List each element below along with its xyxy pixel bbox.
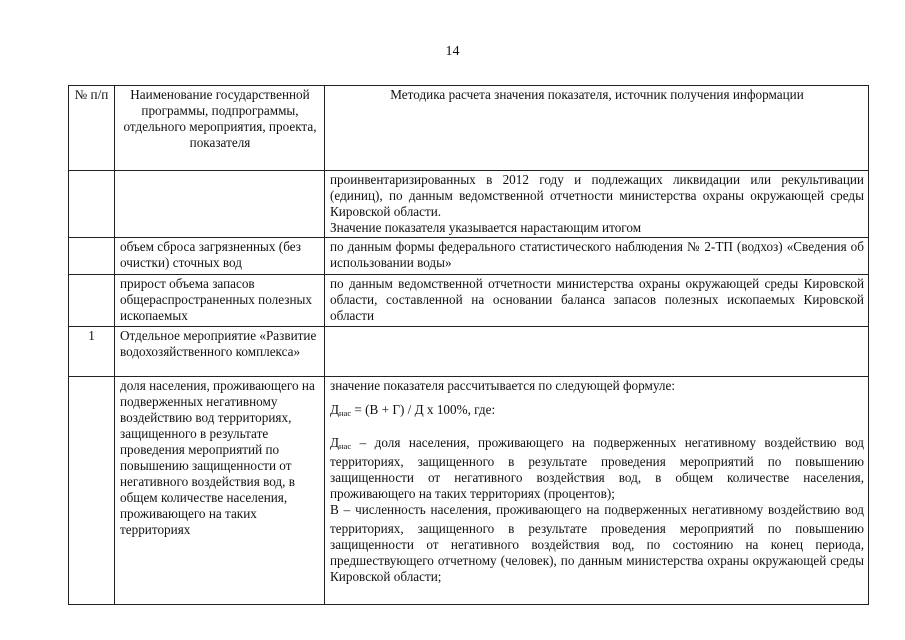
table-row bbox=[69, 377, 869, 605]
formula bbox=[330, 402, 864, 421]
indicator-table bbox=[68, 85, 869, 605]
row-number bbox=[69, 275, 115, 327]
row-name: доля населения, проживающего на подверженных негативному воздействию вод территориях, защищенного в результате проведения мероприятий по повышению защищенности от негативного воздействия вод, в общем количестве населения, проживающего на таких территориях bbox=[115, 377, 325, 605]
definition-subscript: нас bbox=[339, 441, 352, 451]
method-text: по данным формы федерального статистического наблюдения № 2-ТП (водхоз) «Сведения об использовании воды» bbox=[330, 239, 864, 270]
formula-subscript: нас bbox=[339, 408, 352, 418]
definition bbox=[330, 435, 864, 502]
method-text: по данным ведомственной отчетности министерства охраны окружающей среды Кировской области, составленной на основании баланса запасов полезных ископаемых Кировской области bbox=[330, 276, 864, 323]
definition-text: – численность населения, проживающего на подверженных негативному воздействию вод территориях, защищенного в результате проведения мероприятий по повышению защищенности от негативного воздействия вод, по состоянию на конец периода, предшествующего отчетному (человек), по данным министерства охраны окружающей среды Кировской области; bbox=[330, 502, 864, 584]
table-row bbox=[69, 238, 869, 275]
method-text: проинвентаризированных в 2012 году и подлежащих ликвидации или рекультивации (единиц), по данным ведомственной отчетности министерства охраны окружающей среды Кировской области. bbox=[330, 172, 864, 219]
table-row bbox=[69, 171, 869, 238]
definition-text: – доля населения, проживающего на подверженных негативному воздействию вод территориях, защищенного в результате проведения мероприятий по повышению защищенности от негативного воздействия вод, в общем количестве населения, проживающего на таких территориях (процентов); bbox=[330, 435, 864, 501]
method-intro: значение показателя рассчитывается по следующей формуле: bbox=[330, 378, 676, 393]
row-method bbox=[325, 275, 869, 327]
formula-symbol: Д bbox=[330, 402, 339, 417]
table-row bbox=[69, 275, 869, 327]
definition-symbol: В bbox=[330, 502, 339, 517]
header-number: № п/п bbox=[69, 86, 115, 171]
page-number: 14 bbox=[445, 44, 460, 59]
formula-expression: = (В + Г) / Д х 100%, где: bbox=[354, 402, 496, 417]
method-text: Значение показателя указывается нарастающим итогом bbox=[330, 220, 642, 235]
row-name: объем сброса загрязненных (без очистки) сточных вод bbox=[115, 238, 325, 275]
row-number: 1 bbox=[69, 327, 115, 377]
row-method bbox=[325, 327, 869, 377]
row-name: прирост объема запасов общераспространенных полезных ископаемых bbox=[115, 275, 325, 327]
table-row bbox=[69, 327, 869, 377]
definition bbox=[330, 502, 864, 585]
row-name bbox=[115, 171, 325, 238]
header-name: Наименование государственной программы, подпрограммы, отдельного мероприятия, проекта, показателя bbox=[115, 86, 325, 171]
row-number bbox=[69, 377, 115, 605]
row-name: Отдельное мероприятие «Развитие водохозяйственного комплекса» bbox=[115, 327, 325, 377]
row-number bbox=[69, 171, 115, 238]
row-number bbox=[69, 238, 115, 275]
row-method bbox=[325, 171, 869, 238]
table-header-row bbox=[69, 86, 869, 171]
definition-symbol: Д bbox=[330, 435, 339, 450]
header-method: Методика расчета значения показателя, источник получения информации bbox=[325, 86, 869, 171]
row-method bbox=[325, 377, 869, 605]
row-method bbox=[325, 238, 869, 275]
